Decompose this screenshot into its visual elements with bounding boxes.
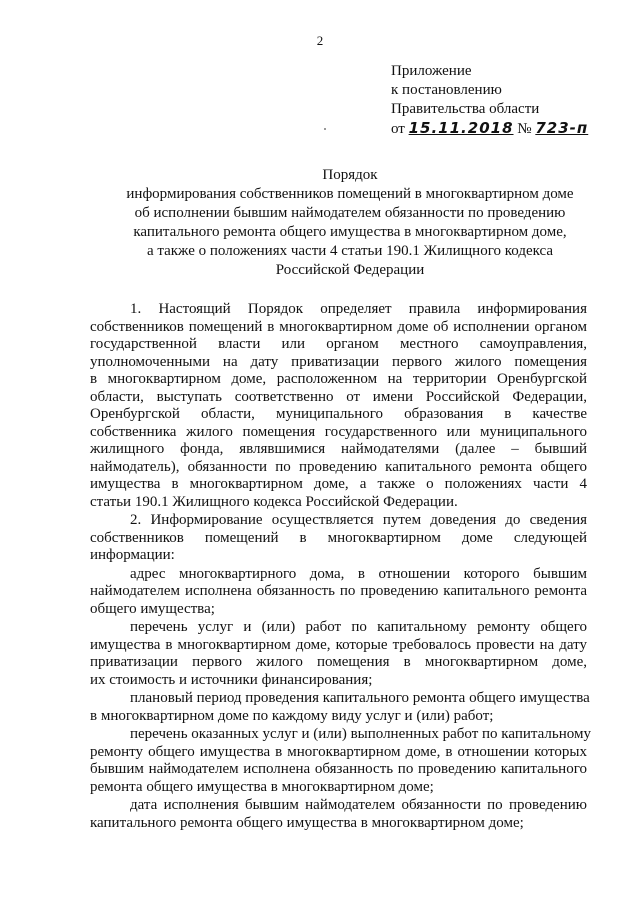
body-line: дата исполнения бывшим наймодателем обязанности по проведению	[130, 797, 587, 813]
body-line: ремонту общего имущества в многоквартирном доме, в отношении которых	[90, 743, 587, 760]
body-line: жилищного фонда, являвшимися наймодателями (далее – бывший	[90, 441, 587, 457]
title-line-5: а также о положениях части 4 статьи 190.1 Жилищного кодекса	[146, 243, 554, 259]
body-line: бывшим наймодателем исполнена обязанность по проведению капитального	[90, 761, 587, 777]
body-line: 1. Настоящий Порядок определяет правила информирования	[130, 301, 587, 317]
appendix-resolution: к постановлению	[391, 82, 502, 98]
body-line: статьи 190.1 Жилищного кодекса Российской Федерации.	[90, 493, 458, 510]
document-title	[60, 166, 640, 280]
page-number: 2	[316, 33, 324, 48]
paragraph-5	[90, 690, 590, 725]
body-line: имущества в многоквартирном доме, которые требовалось провести на дату	[90, 636, 587, 653]
body-line: общего имущества;	[90, 600, 215, 617]
body-line: имущества в многоквартирном доме, а также о положениях части 4	[90, 476, 587, 492]
body-line: информации:	[90, 547, 175, 563]
appendix-date-line	[391, 119, 588, 139]
paragraph-4	[90, 619, 587, 689]
body-line: перечень услуг и (или) работ по капитальному ремонту общего	[130, 619, 587, 635]
title-line-4: капитального ремонта общего имущества в многоквартирном доме,	[133, 224, 567, 240]
paragraph-1	[90, 301, 587, 511]
body-line: адрес многоквартирного дома, в отношении которого бывшим	[130, 565, 587, 582]
document-body	[90, 301, 591, 833]
appendix-title: Приложение	[391, 63, 472, 79]
body-line: их стоимость и источники финансирования;	[90, 671, 373, 688]
body-line: Оренбургской области, муниципального образования в качестве	[90, 406, 587, 422]
body-line: наймодателем исполнена обязанность по проведению капитального ремонта	[90, 583, 587, 599]
paragraph-7	[90, 797, 587, 832]
paragraph-2	[90, 512, 587, 565]
body-line: области, выступать соответственно от имени Российской Федерации,	[90, 388, 587, 405]
body-line: в многоквартирном доме по каждому виду услуг и (или) работ;	[90, 707, 494, 724]
paragraph-3	[90, 566, 587, 619]
body-line: приватизации первого жилого помещения в многоквартирном доме,	[90, 654, 587, 670]
body-line: собственников помещений в многоквартирном доме об исполнении органом	[90, 318, 587, 335]
body-line: ремонта общего имущества в многоквартирном доме;	[90, 778, 434, 795]
number-sign: №	[517, 121, 532, 137]
title-line-6: Российской Федерации	[275, 262, 425, 278]
scan-dot	[324, 128, 326, 130]
handwritten-number: 723-п	[535, 119, 589, 137]
title-line-2: информирования собственников помещений в многоквартирном доме	[126, 186, 574, 202]
body-line: уполномоченными на дату приватизации первого жилого помещения	[90, 353, 587, 370]
title-line-1: Порядок	[322, 167, 378, 183]
paragraph-6	[90, 726, 591, 796]
date-prefix: от	[391, 121, 405, 137]
body-line: наймодатель), обязанности по проведению капитального ремонта общего	[90, 458, 587, 475]
body-line: плановый период проведения капитального ремонта общего имущества	[130, 690, 590, 706]
body-line: государственной власти или органом местного самоуправления,	[90, 336, 587, 352]
title-line-3: об исполнении бывшим наймодателем обязанности по проведению	[134, 205, 566, 221]
body-line: в многоквартирном доме, расположенном на территории Оренбургской	[90, 371, 587, 387]
body-line: собственников помещений в многоквартирном доме следующей	[90, 529, 587, 546]
body-line: собственника жилого помещения государственного или муниципального	[90, 423, 587, 440]
body-line: капитального ремонта общего имущества в многоквартирном доме;	[90, 814, 524, 831]
handwritten-date: 15.11.2018	[408, 119, 514, 137]
body-line: перечень оказанных услуг и (или) выполненных работ по капитальному	[130, 726, 591, 742]
appendix-government: Правительства области	[391, 101, 540, 117]
body-line: 2. Информирование осуществляется путем доведения до сведения	[130, 512, 587, 528]
appendix-block	[391, 62, 588, 139]
